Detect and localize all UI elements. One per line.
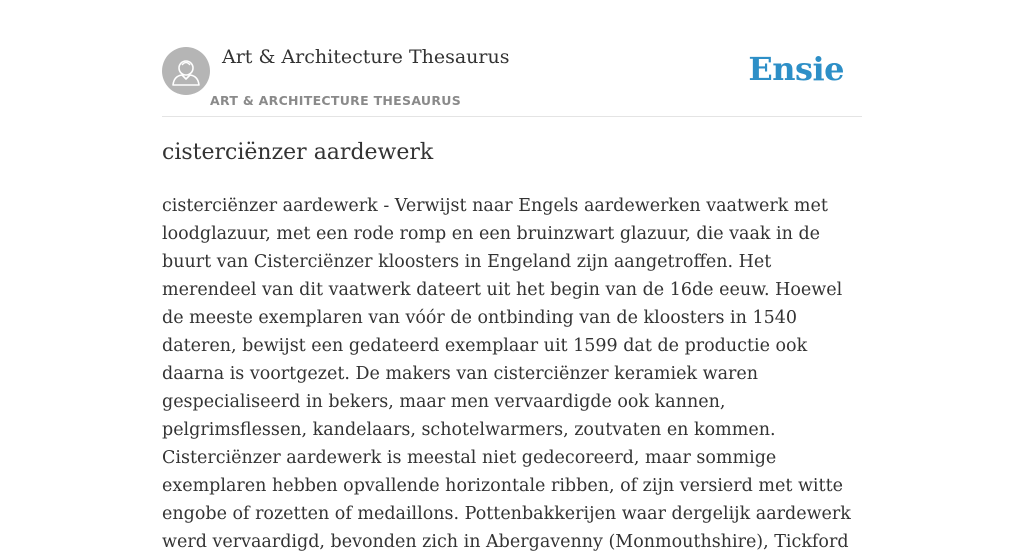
article-body: cisterciënzer aardewerk - Verwijst naar Engels aardewerken vaatwerk met loodglazuur, met een rode romp en een bruinzwart glazuur, die vaak in de buurt van Cisterciënzer kloosters in Engeland zijn aangetroffen. Het merendeel van dit vaatwerk dateert uit het begin van de 16de eeuw. Hoewel de meeste exemplaren van vóór de ontbinding van de kloosters in 1540 dateren, bewijst een gedateerd exemplaar uit 1599 dat de productie ook daarna is voortgezet. De makers van cisterciënzer keramiek waren gespecialiseerd in bekers, maar men vervaardigde ook kannen, pelgrimsflessen, kandelaars, schotelwarmers, zoutvaten en kommen. Cisterciënzer aardewerk is meestal niet gedecoreerd, maar sommige exemplaren hebben opvallende horizontale ribben, of zijn versierd met witte engobe of rozetten of medaillons. Pottenbakkerijen waar dergelijk aardewerk werd vervaardigd, bevonden zich in Abergavenny (Monmouthshire), Tickford [162, 196, 851, 552]
author-avatar[interactable] [162, 47, 210, 95]
page-title: cisterciënzer aardewerk [162, 140, 434, 165]
site-header [162, 46, 862, 117]
author-name[interactable]: Art & Architecture Thesaurus [222, 46, 510, 68]
ensie-logo[interactable]: Ensie [748, 50, 844, 88]
source-label: ART & ARCHITECTURE THESAURUS [210, 93, 462, 108]
user-avatar-icon [162, 47, 210, 95]
